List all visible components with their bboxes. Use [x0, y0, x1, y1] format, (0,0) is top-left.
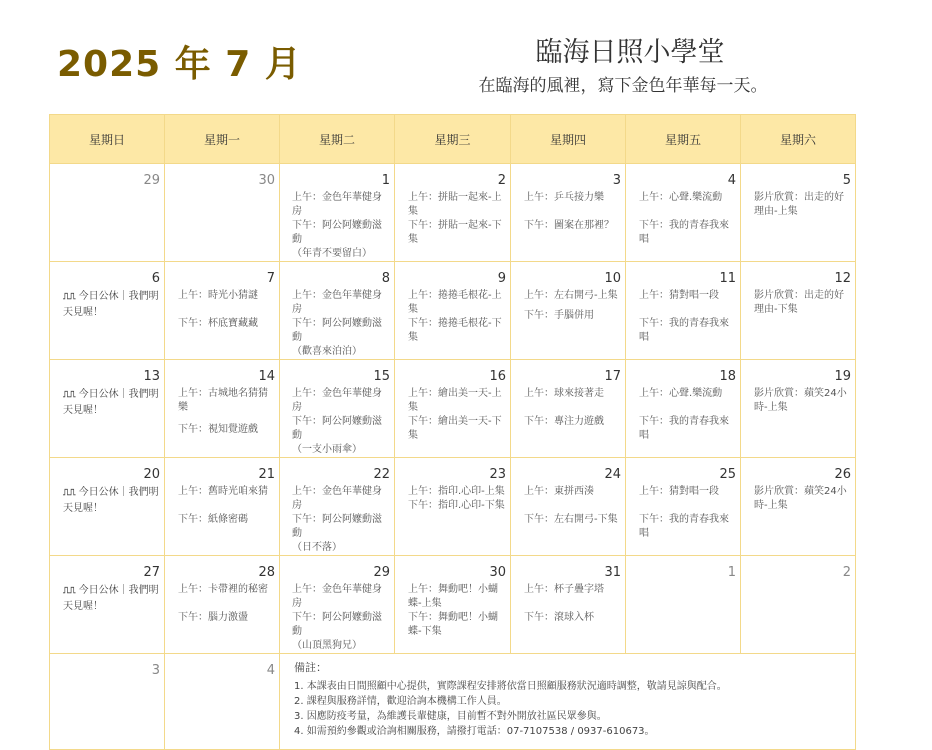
closed-icon: ⎍⎍ — [63, 390, 76, 400]
am-activity: 上午：拼貼一起來-上集 — [408, 192, 502, 217]
day-cell — [395, 360, 511, 458]
movie-title: 影片欣賞：出走的好理由-上集 — [754, 192, 844, 217]
day-cell — [395, 262, 511, 360]
day-number: 16 — [489, 369, 506, 384]
activity-note: （山頂黑狗兄） — [292, 640, 362, 651]
am-activity: 上午：舞動吧！小蝴蝶-上集 — [408, 584, 498, 609]
week-row — [50, 556, 856, 654]
activity-list — [280, 287, 394, 359]
day-cell — [741, 458, 856, 556]
week-row — [50, 654, 856, 750]
movie-title: 影片欣賞：蘋笑24小時-上集 — [754, 388, 847, 413]
activity-list — [395, 287, 510, 345]
day-number: 8 — [381, 271, 390, 286]
closed-text: 今日公休｜我們明天見喔！ — [63, 389, 159, 416]
movie-activity — [741, 483, 855, 513]
pm-activity: 下午：我的青春我來唱 — [639, 318, 729, 343]
day-number: 21 — [258, 467, 275, 482]
day-number: 22 — [373, 467, 390, 482]
movie-activity — [741, 287, 855, 317]
closed-notice — [50, 287, 164, 320]
weekday-header-row — [50, 115, 856, 164]
day-number: 1 — [727, 565, 736, 580]
day-cell — [511, 360, 626, 458]
day-number: 29 — [143, 173, 160, 188]
pm-activity: 下午：阿公阿嬤動滋動 — [292, 612, 382, 637]
pm-activity: 下午：拼貼一起來-下集 — [408, 220, 502, 245]
activity-list — [280, 189, 394, 261]
pm-activity: 下午：滾球入杯 — [524, 612, 594, 623]
day-number: 9 — [497, 271, 506, 286]
pm-activity: 下午：手腦併用 — [524, 310, 594, 321]
day-cell — [165, 262, 280, 360]
day-number: 15 — [373, 369, 390, 384]
activity-note: （一支小雨傘） — [292, 444, 362, 455]
day-cell — [741, 262, 856, 360]
day-cell — [395, 164, 511, 262]
closed-icon: ⎍⎍ — [63, 586, 76, 596]
activity-list — [511, 385, 625, 429]
day-number: 5 — [842, 173, 851, 188]
activity-list — [395, 581, 510, 639]
pm-activity: 下午：專注力遊戲 — [524, 416, 604, 427]
am-activity: 上午：心聲.樂流動 — [639, 388, 723, 399]
day-cell — [741, 164, 856, 262]
day-cell — [741, 360, 856, 458]
day-number: 14 — [258, 369, 275, 384]
day-cell — [511, 164, 626, 262]
notes-cell — [280, 654, 856, 750]
day-number: 3 — [151, 663, 160, 678]
activity-list — [280, 483, 394, 555]
am-activity: 上午：乒乓接力樂 — [524, 192, 604, 203]
closed-text: 今日公休｜我們明天見喔！ — [63, 487, 159, 514]
note-item: 4. 如需預約參觀或洽詢相關服務，請撥打電話：07-7107538 / 0937-610673。 — [294, 726, 655, 737]
activity-list — [626, 483, 740, 541]
day-cell — [50, 654, 165, 750]
pm-activity: 下午：捲捲毛根花-下集 — [408, 318, 502, 343]
day-cell — [50, 262, 165, 360]
day-number: 24 — [604, 467, 621, 482]
pm-activity: 下午：圖案在那裡？ — [524, 220, 614, 231]
weekday-fri: 星期五 — [626, 115, 741, 164]
day-cell — [165, 556, 280, 654]
day-cell — [511, 262, 626, 360]
day-number: 26 — [834, 467, 851, 482]
day-number: 29 — [373, 565, 390, 580]
activity-note: （歡喜來泊泊） — [292, 346, 362, 357]
day-number: 30 — [489, 565, 506, 580]
day-number: 4 — [266, 663, 275, 678]
movie-title: 影片欣賞：出走的好理由-下集 — [754, 290, 844, 315]
day-cell — [626, 262, 741, 360]
activity-list — [395, 385, 510, 443]
day-cell — [626, 164, 741, 262]
day-cell — [511, 556, 626, 654]
pm-activity: 下午：阿公阿嬤動滋動 — [292, 220, 382, 245]
day-cell — [280, 360, 395, 458]
am-activity: 上午：捲捲毛根花-上集 — [408, 290, 502, 315]
pm-activity: 下午：紙條密碼 — [178, 514, 248, 525]
closed-text: 今日公休｜我們明天見喔！ — [63, 585, 159, 612]
pm-activity: 下午：阿公阿嬤動滋動 — [292, 318, 382, 343]
day-cell — [395, 458, 511, 556]
day-cell — [165, 164, 280, 262]
activity-list — [511, 483, 625, 527]
day-number: 13 — [143, 369, 160, 384]
pm-activity: 下午：阿公阿嬤動滋動 — [292, 416, 382, 441]
weekday-thu: 星期四 — [511, 115, 626, 164]
am-activity: 上午：金色年華健身房 — [292, 290, 382, 315]
pm-activity: 下午：舞動吧！小蝴蝶-下集 — [408, 612, 498, 637]
am-activity: 上午：東拼西湊 — [524, 486, 594, 497]
movie-activity — [741, 189, 855, 219]
am-activity: 上午：指印.心印-上集 — [408, 486, 505, 497]
day-number: 20 — [143, 467, 160, 482]
organization-slogan: 在臨海的風裡，寫下金色年華每一天。 — [478, 76, 768, 96]
pm-activity: 下午：腦力激盪 — [178, 612, 248, 623]
organization-name: 臨海日照小學堂 — [535, 37, 725, 68]
am-activity: 上午：猜對唱一段 — [639, 290, 719, 301]
pm-activity: 下午：我的青春我來唱 — [639, 416, 729, 441]
closed-notice — [50, 483, 164, 516]
calendar-table — [49, 114, 856, 750]
closed-icon: ⎍⎍ — [63, 488, 76, 498]
am-activity: 上午：金色年華健身房 — [292, 192, 382, 217]
pm-activity: 下午：我的青春我來唱 — [639, 220, 729, 245]
weekday-wed: 星期三 — [395, 115, 511, 164]
day-cell — [50, 556, 165, 654]
pm-activity: 下午：我的青春我來唱 — [639, 514, 729, 539]
day-number: 23 — [489, 467, 506, 482]
activity-list — [280, 385, 394, 457]
activity-list — [626, 189, 740, 247]
activity-list — [165, 581, 279, 625]
week-row — [50, 262, 856, 360]
day-cell — [165, 654, 280, 750]
day-number: 18 — [719, 369, 736, 384]
day-number: 12 — [834, 271, 851, 286]
activity-list — [626, 385, 740, 443]
closed-text: 今日公休｜我們明天見喔！ — [63, 291, 159, 318]
activity-list — [165, 287, 279, 331]
day-number: 31 — [604, 565, 621, 580]
am-activity: 上午：杯子疊字塔 — [524, 584, 604, 595]
day-cell — [280, 262, 395, 360]
pm-activity: 下午：視知覺遊戲 — [178, 424, 258, 435]
am-activity: 上午：心聲.樂流動 — [639, 192, 723, 203]
activity-list — [511, 581, 625, 625]
day-number: 25 — [719, 467, 736, 482]
activity-list — [626, 287, 740, 345]
note-item: 2. 課程與服務詳情，歡迎洽詢本機構工作人員。 — [294, 696, 507, 707]
day-cell — [741, 556, 856, 654]
pm-activity: 下午：繪出美一天-下集 — [408, 416, 502, 441]
activity-list — [511, 189, 625, 233]
am-activity: 上午：金色年華健身房 — [292, 584, 382, 609]
day-number: 19 — [834, 369, 851, 384]
movie-title: 影片欣賞：蘋笑24小時-上集 — [754, 486, 847, 511]
day-cell — [511, 458, 626, 556]
closed-notice — [50, 581, 164, 614]
activity-list — [395, 483, 510, 513]
activity-list — [511, 287, 625, 323]
weekday-mon: 星期一 — [165, 115, 280, 164]
day-number: 28 — [258, 565, 275, 580]
movie-activity — [741, 385, 855, 415]
day-cell — [626, 360, 741, 458]
note-item: 3. 因應防疫考量，為維護長輩健康，目前暫不對外開放社區民眾參與。 — [294, 711, 607, 722]
am-activity: 上午：金色年華健身房 — [292, 486, 382, 511]
day-number: 6 — [151, 271, 160, 286]
am-activity: 上午：球來接著走 — [524, 388, 604, 399]
day-cell — [280, 458, 395, 556]
activity-list — [165, 385, 279, 437]
pm-activity: 下午：阿公阿嬤動滋動 — [292, 514, 382, 539]
weekday-tue: 星期二 — [280, 115, 395, 164]
closed-notice — [50, 385, 164, 418]
weekday-sat: 星期六 — [741, 115, 856, 164]
activity-list — [280, 581, 394, 653]
am-activity: 上午：時光小猜謎 — [178, 290, 258, 301]
am-activity: 上午：左右開弓-上集 — [524, 290, 618, 301]
notes — [280, 654, 855, 739]
am-activity: 上午：古城地名猜猜樂 — [178, 388, 268, 413]
day-cell — [626, 556, 741, 654]
am-activity: 上午：卡帶裡的秘密 — [178, 584, 268, 595]
month-title: 2025 年 7 月 — [57, 44, 302, 85]
day-number: 2 — [497, 173, 506, 188]
day-cell — [165, 458, 280, 556]
weekday-sun: 星期日 — [50, 115, 165, 164]
day-number: 10 — [604, 271, 621, 286]
day-cell — [280, 556, 395, 654]
activity-list — [395, 189, 510, 247]
pm-activity: 下午：左右開弓-下集 — [524, 514, 618, 525]
am-activity: 上午：金色年華健身房 — [292, 388, 382, 413]
am-activity: 上午：繪出美一天-上集 — [408, 388, 502, 413]
day-number: 27 — [143, 565, 160, 580]
day-number: 17 — [604, 369, 621, 384]
pm-activity: 下午：杯底寶藏藏 — [178, 318, 258, 329]
day-cell — [280, 164, 395, 262]
am-activity: 上午：舊時光咱來猜 — [178, 486, 268, 497]
day-cell — [165, 360, 280, 458]
day-number: 11 — [719, 271, 736, 286]
day-number: 7 — [266, 271, 275, 286]
day-cell — [395, 556, 511, 654]
closed-icon: ⎍⎍ — [63, 292, 76, 302]
pm-activity: 下午：指印.心印-下集 — [408, 500, 505, 511]
day-number: 1 — [381, 173, 390, 188]
day-cell — [50, 458, 165, 556]
am-activity: 上午：猜對唱一段 — [639, 486, 719, 497]
activity-list — [165, 483, 279, 527]
day-number: 30 — [258, 173, 275, 188]
week-row — [50, 458, 856, 556]
day-cell — [626, 458, 741, 556]
notes-heading: 備註： — [294, 661, 327, 674]
week-row — [50, 360, 856, 458]
note-item: 1. 本課表由日間照顧中心提供，實際課程安排將依當日照顧服務狀況適時調整，敬請見諒與配合。 — [294, 681, 727, 692]
week-row — [50, 164, 856, 262]
day-cell — [50, 164, 165, 262]
day-cell — [50, 360, 165, 458]
day-number: 3 — [612, 173, 621, 188]
day-number: 4 — [727, 173, 736, 188]
activity-note: （日不落） — [292, 542, 342, 553]
day-number: 2 — [842, 565, 851, 580]
activity-note: （年青不要留白） — [292, 248, 372, 259]
